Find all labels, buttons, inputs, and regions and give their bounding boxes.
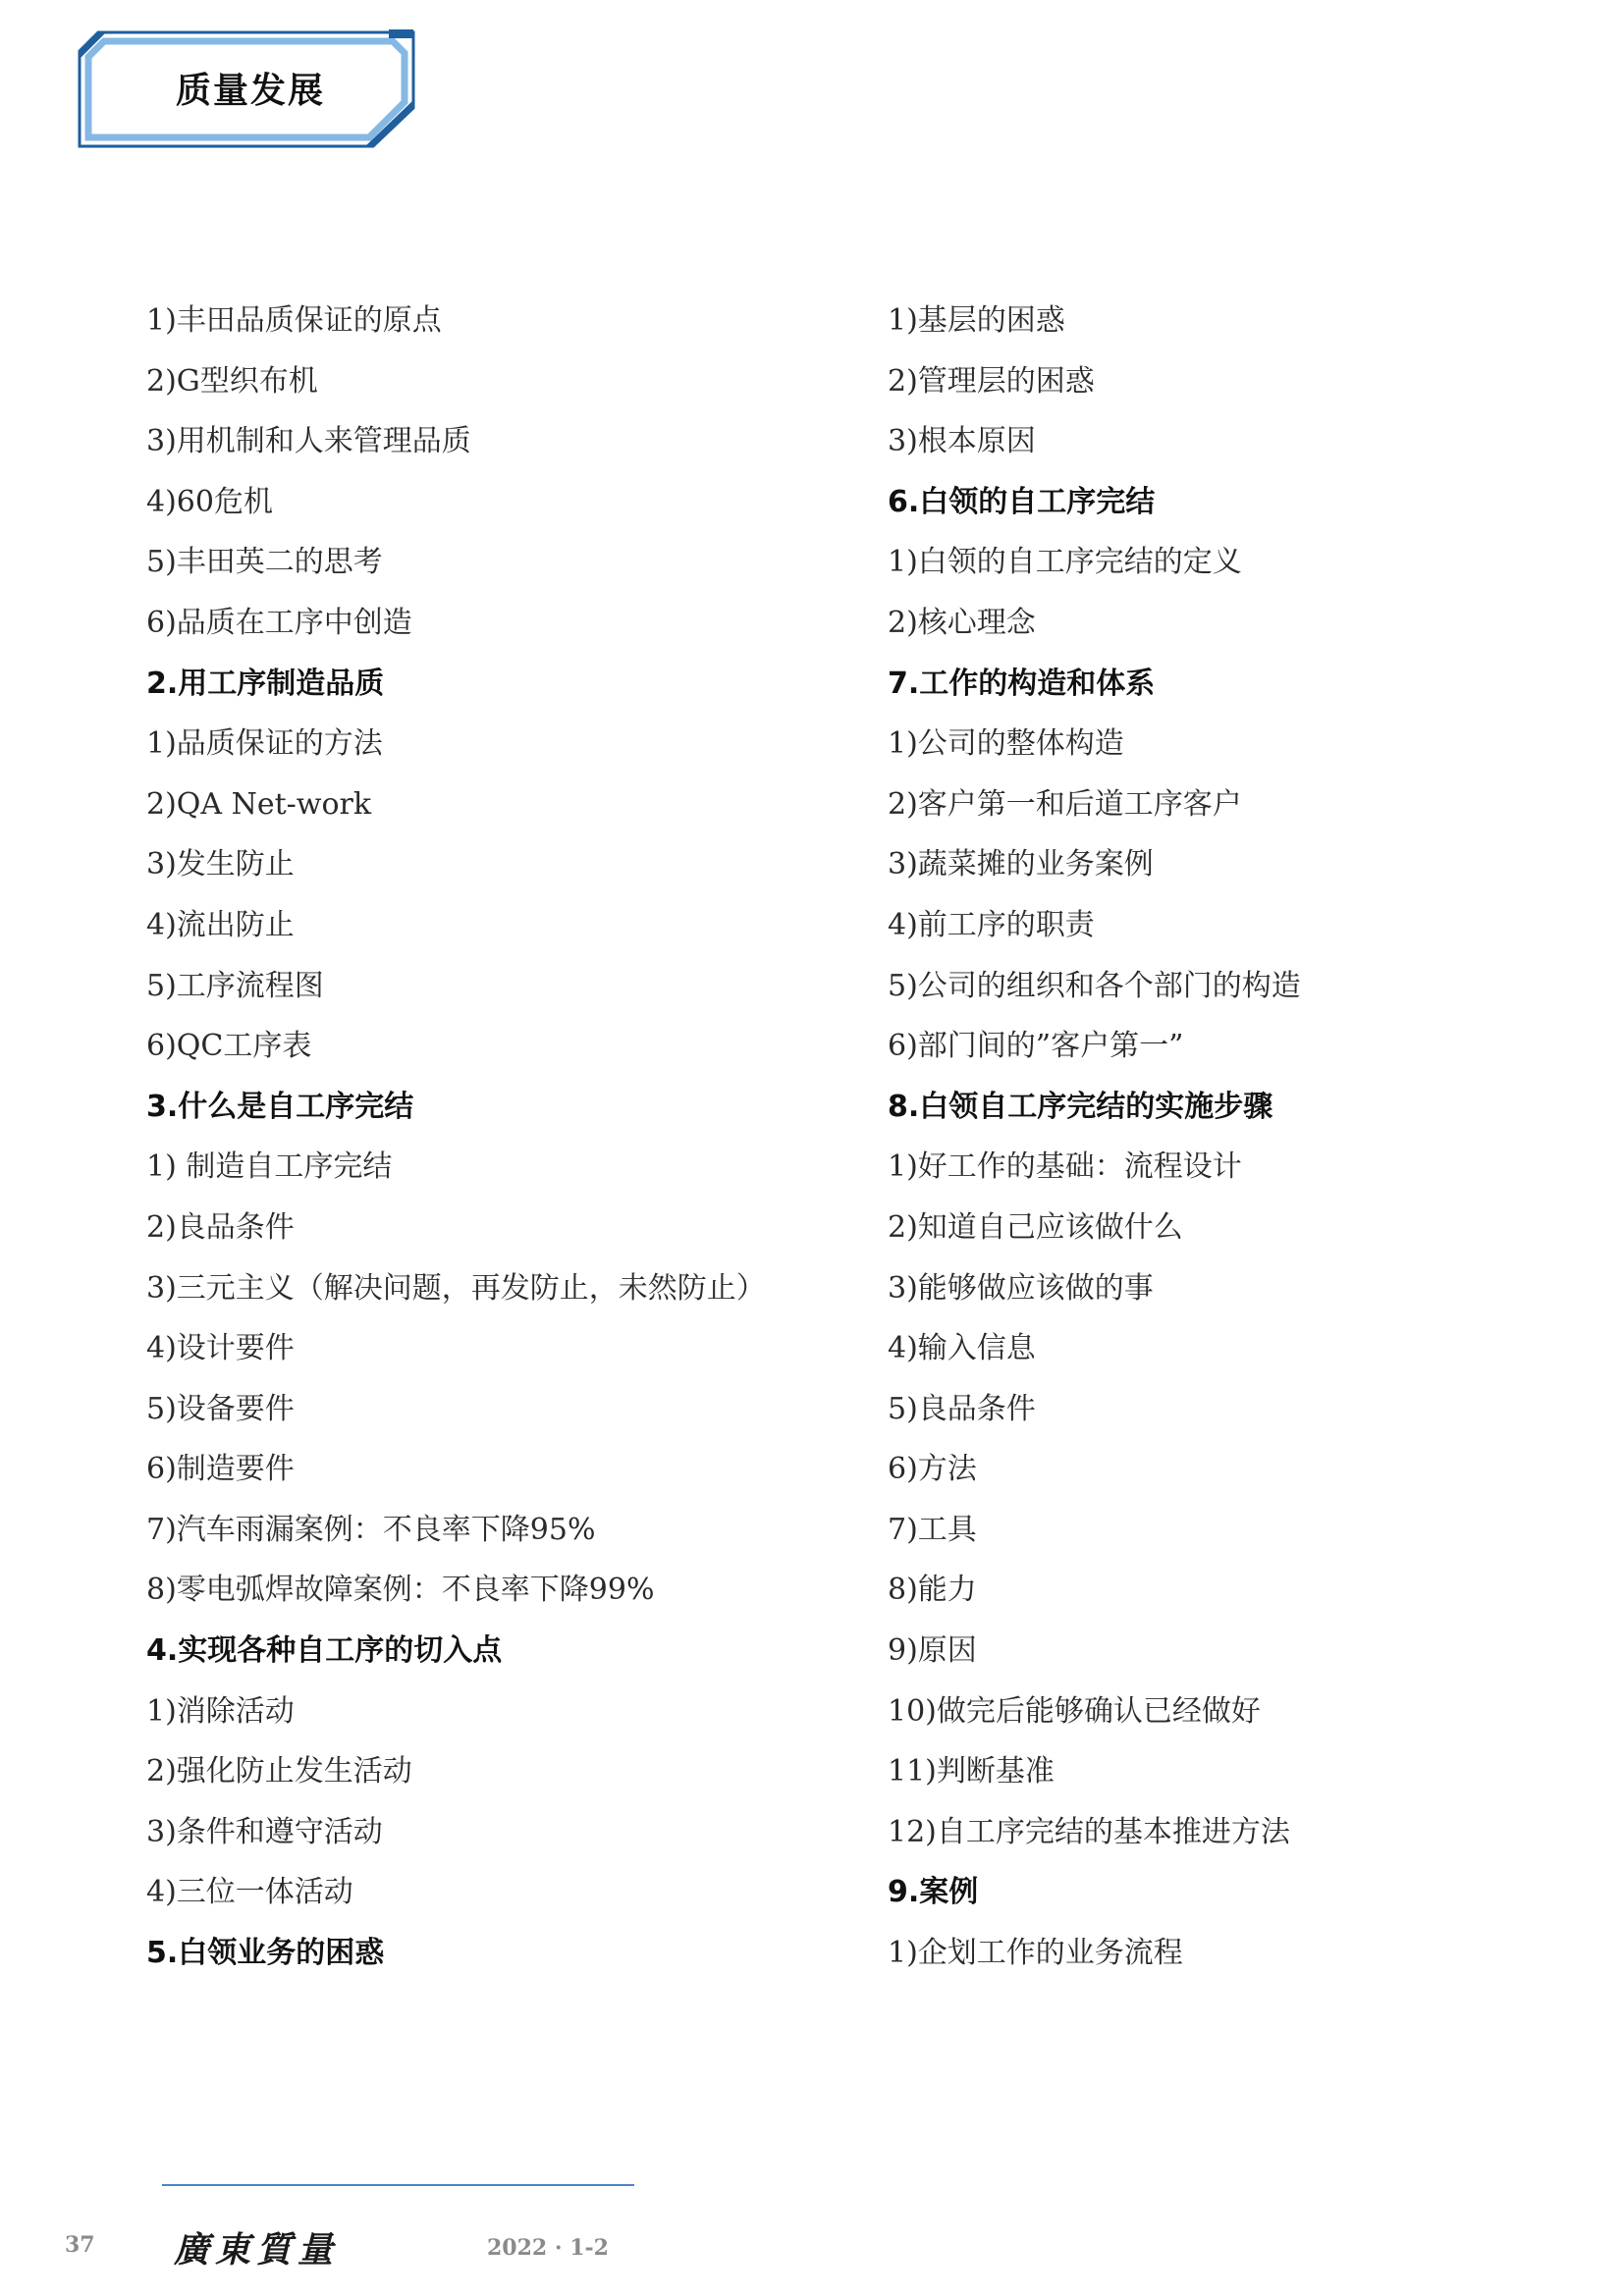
toc-item: 2)强化防止发生活动 xyxy=(146,1754,412,1789)
toc-right-column xyxy=(888,291,1575,1984)
toc-item: 6)制造要件 xyxy=(146,1452,295,1487)
toc-item: 2)客户第一和后道工序客户 xyxy=(888,786,1242,822)
toc-item: 4)60危机 xyxy=(146,484,273,519)
toc-item: 6)部门间的”客户第一” xyxy=(888,1029,1184,1064)
toc-item: 1)基层的困惑 xyxy=(888,303,1065,338)
toc-item: 1)好工作的基础：流程设计 xyxy=(888,1149,1242,1185)
toc-item: 12)自工序完结的基本推进方法 xyxy=(888,1814,1290,1849)
toc-item: 11)判断基准 xyxy=(888,1754,1055,1789)
toc-item: 9)原因 xyxy=(888,1633,977,1669)
toc-item: 3)根本原因 xyxy=(888,424,1036,459)
toc-item: 4)设计要件 xyxy=(146,1331,295,1366)
toc-item: 5)丰田英二的思考 xyxy=(146,545,383,580)
toc-item: 6)方法 xyxy=(888,1452,977,1487)
issue-number: 2022 · 1-2 xyxy=(487,2235,609,2261)
toc-item: 5)工序流程图 xyxy=(146,968,324,1003)
toc-item: 3)发生防止 xyxy=(146,847,295,882)
page-number: 37 xyxy=(65,2232,95,2258)
toc-item: 6)QC工序表 xyxy=(146,1029,312,1064)
toc-item: 2)G型织布机 xyxy=(146,363,318,399)
toc-section-heading: 4.实现各种自工序的切入点 xyxy=(146,1633,503,1669)
toc-item: 1)品质保证的方法 xyxy=(146,726,383,762)
badge-title: 质量发展 xyxy=(175,71,325,111)
toc-item: 4)前工序的职责 xyxy=(888,907,1095,942)
toc-item: 5)良品条件 xyxy=(888,1391,1036,1426)
toc-item: 2)核心理念 xyxy=(888,605,1036,640)
toc-item: 1)企划工作的业务流程 xyxy=(888,1936,1183,1971)
toc-item: 1) 制造自工序完结 xyxy=(146,1149,393,1185)
toc-section-heading: 5.白领业务的困惑 xyxy=(146,1936,385,1971)
toc-item: 5)设备要件 xyxy=(146,1391,295,1426)
toc-item: 4)三位一体活动 xyxy=(146,1875,353,1910)
toc-item: 4)输入信息 xyxy=(888,1331,1036,1366)
toc-item: 10)做完后能够确认已经做好 xyxy=(888,1693,1261,1729)
toc-section-heading: 8.白领自工序完结的实施步骤 xyxy=(888,1089,1273,1124)
toc-item: 3)三元主义（解决问题，再发防止，未然防止） xyxy=(146,1270,766,1306)
toc-item: 1)消除活动 xyxy=(146,1693,295,1729)
footer-rule xyxy=(162,2184,634,2186)
toc-item: 3)条件和遵守活动 xyxy=(146,1814,383,1849)
toc-item: 3)蔬菜摊的业务案例 xyxy=(888,847,1154,882)
toc-section-heading: 2.用工序制造品质 xyxy=(146,666,385,701)
toc-item: 2)QA Net-work xyxy=(146,786,372,822)
toc-item: 1)白领的自工序完结的定义 xyxy=(888,545,1242,580)
toc-section-heading: 7.工作的构造和体系 xyxy=(888,666,1156,701)
toc-item: 3)能够做应该做的事 xyxy=(888,1270,1154,1306)
toc-section-heading: 3.什么是自工序完结 xyxy=(146,1089,414,1124)
toc-item: 7)汽车雨漏案例：不良率下降95% xyxy=(146,1512,596,1547)
toc-item: 8)零电弧焊故障案例：不良率下降99% xyxy=(146,1573,655,1608)
toc-item: 6)品质在工序中创造 xyxy=(146,605,412,640)
toc-item: 2)管理层的困惑 xyxy=(888,363,1095,399)
toc-item: 7)工具 xyxy=(888,1512,977,1547)
toc-item: 1)丰田品质保证的原点 xyxy=(146,303,442,338)
toc-item: 4)流出防止 xyxy=(146,907,295,942)
toc-item: 3)用机制和人来管理品质 xyxy=(146,424,471,459)
toc-section-heading: 9.案例 xyxy=(888,1875,979,1910)
toc-section-heading: 6.白领的自工序完结 xyxy=(888,484,1156,519)
toc-item: 2)知道自己应该做什么 xyxy=(888,1209,1183,1245)
magazine-logo: 廣東質量 xyxy=(174,2229,340,2270)
toc-item: 2)良品条件 xyxy=(146,1209,295,1245)
toc-left-column xyxy=(146,291,873,1984)
toc-item: 1)公司的整体构造 xyxy=(888,726,1124,762)
toc-item: 5)公司的组织和各个部门的构造 xyxy=(888,968,1301,1003)
toc-item: 8)能力 xyxy=(888,1573,977,1608)
section-badge xyxy=(77,29,416,149)
